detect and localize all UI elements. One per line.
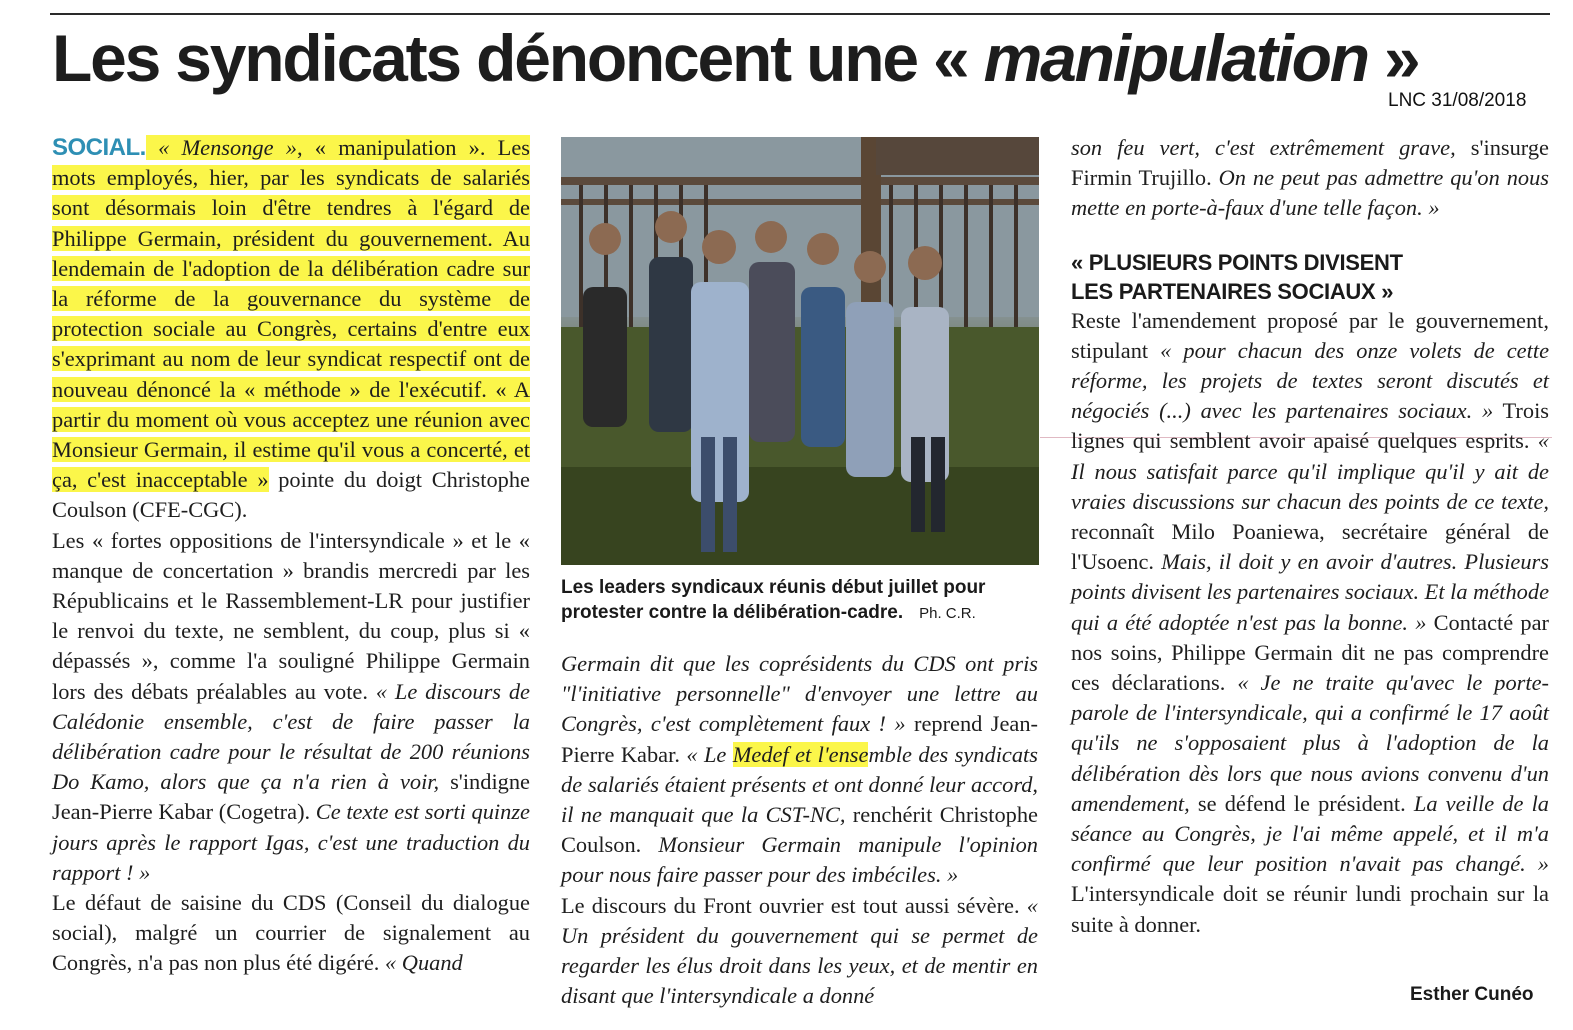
article-column-3 xyxy=(1071,133,1549,940)
paragraph xyxy=(1071,133,1549,224)
paragraph xyxy=(52,133,530,526)
body-text: Le discours du Front ouvrier est tout aussi sévère. xyxy=(561,892,1027,918)
quote-text: Mais, il doit y en avoir d'autres. Plusieurs points divisent les partenaires sociaux. Et la méthode qui a été adoptée n'est pas la bonne. » xyxy=(1071,549,1550,635)
body-text: Reste l'amendement proposé par le gouvernement, stipulant xyxy=(1071,307,1549,363)
body-text: Les « fortes oppositions de l'intersyndicale » et le « manque de concertation » brandis mercredi par les Républicains et le Rassemblement-LR pour justifier le renvoi du texte, ne semblent, du coup, plus si « dépassés », comme l'a souligné Philippe Germain lors des débats préalables au vote. xyxy=(52,527,530,704)
quote-text: « Je ne traite qu'avec le porte-parole de l'intersyndicale, qui a confirmé le 17 août qu'ils ne s'opposaient plus à l'adoption de la délibération dès lors que nous avions convenu d'un amendement, xyxy=(1071,670,1549,816)
quote-text: « Un président du gouvernement qui se permet de regarder les élus droit dans les yeux, et de mentir en disant que l'intersyndicale a donné xyxy=(561,892,1038,1009)
headline-emphasis: manipulation xyxy=(983,21,1368,95)
body-text: se défend le président. xyxy=(1189,790,1414,816)
quote-highlighted: Medef et l'ense xyxy=(732,741,869,767)
quote-text: Germain dit que les coprésidents du CDS ont pris "l'initiative personnelle" d'envoyer une lettre au Congrès, c'est complètement faux ! » xyxy=(561,651,1038,737)
quote-text: Ce texte est sorti quinze jours après le rapport Igas, c'est une traduction du rapport ! » xyxy=(52,799,530,885)
article-column-2 xyxy=(561,649,1038,1011)
paragraph xyxy=(52,888,530,979)
article-column-1 xyxy=(52,133,530,979)
quote-text: mble des syndicats de salariés étaient présents et ont donné leur accord, il ne manquait que la CST-NC, xyxy=(561,741,1038,828)
headline-part-1: Les syndicats dénoncent une « xyxy=(52,21,984,95)
photo-caption xyxy=(561,575,1039,626)
quote-text: « Le xyxy=(686,741,733,767)
body-text: reconnaît Milo Poaniewa, secrétaire général de l'Usoenc. xyxy=(1071,519,1549,575)
quote-text: « pour chacun des onze volets de cette réforme, les projets de textes seront discutés et négociés (...) avec les partenaires sociaux. » xyxy=(1071,337,1550,424)
source-stamp: LNC 31/08/2018 xyxy=(1388,90,1527,111)
body-text: L'intersyndicale doit se réunir lundi prochain sur la suite à donner. xyxy=(1071,881,1549,937)
paragraph xyxy=(1071,306,1549,940)
subheading xyxy=(1071,248,1549,306)
subheading-line-2: LES PARTENAIRES SOCIAUX » xyxy=(1071,278,1394,304)
body-text: s'insurge Firmin Trujillo. xyxy=(1071,135,1549,191)
paragraph xyxy=(561,891,1038,1012)
quote-text: On ne peut pas admettre qu'on nous mette en porte-à-faux d'une telle façon. » xyxy=(1071,165,1549,221)
quote-text: Monsieur Germain manipule l'opinion pour nous faire passer pour des imbéciles. » xyxy=(561,832,1038,888)
author-byline: Esther Cunéo xyxy=(1410,984,1534,1005)
caption-text: Les leaders syndicaux réunis début juillet pour protester contre la délibération-cadre. xyxy=(561,577,986,623)
quote-text: « Il nous satisfait parce qu'il implique qu'il y ait de vraies discussions sur chacun des points de ce texte, xyxy=(1071,428,1549,514)
group-photo xyxy=(561,137,1039,565)
quote-text: « Le discours de Calédonie ensemble, c'est de faire passer la délibération cadre pour le résultat de 200 réunions Do Kamo, alors que ça n'a rien à voir, xyxy=(52,678,530,795)
paragraph xyxy=(561,649,1038,891)
body-text: Contacté par nos soins, Philippe Germain dit ne pas comprendre ces déclarations. xyxy=(1071,609,1549,696)
highlighted-text: , « manipulation ». Les mots employés, hier, par les syndicats de salariés sont désormais loin d'être tendres à l'égard de Philippe Germain, président du gouvernement. Au lendemain de l'adoption de la délibération cadre sur la réforme de la gouvernance du système de protection sociale au Congrès, certains d'entre eux s'exprimant au nom de leur syndicat respectif ont de nouveau dénoncé la « méthode » de l'exécutif. « A partir du moment où vous acceptez une réunion avec Monsieur Germain, il estime qu'il vous a concerté, et ça, c'est inacceptable » xyxy=(52,135,530,493)
quote-text: La veille de la séance au Congrès, je l'ai même appelé, et il m'a confirmé que leur position n'avait pas changé. » xyxy=(1071,790,1549,877)
quote-text: son feu vert, c'est extrêmement grave, xyxy=(1071,135,1456,160)
body-text: pointe du doigt Christophe Coulson (CFE-CGC). xyxy=(52,467,530,523)
body-text: Le défaut de saisine du CDS (Conseil du dialogue social), malgré un courrier de signalement au Congrès, n'a pas non plus été digéré. xyxy=(52,890,530,976)
photo-credit: Ph. C.R. xyxy=(919,605,976,622)
headline-part-3: » xyxy=(1367,21,1419,95)
headline xyxy=(52,18,1552,98)
quote-highlighted: « Mensonge » xyxy=(145,135,297,160)
section-kicker: SOCIAL. xyxy=(52,134,146,161)
body-text: Trois lignes qui semblent avoir apaisé quelques esprits. xyxy=(1071,398,1549,454)
body-text: renchérit Christophe Coulson. xyxy=(561,802,1038,858)
paragraph xyxy=(52,526,530,888)
top-rule xyxy=(50,13,1550,15)
quote-text: « Quand xyxy=(384,950,463,976)
body-text: s'indigne Jean-Pierre Kabar (Cogetra). xyxy=(52,769,530,825)
subheading-line-1: « PLUSIEURS POINTS DIVISENT xyxy=(1071,249,1403,275)
photo-illustration xyxy=(561,137,1039,565)
body-text: reprend Jean-Pierre Kabar. xyxy=(561,711,1038,767)
